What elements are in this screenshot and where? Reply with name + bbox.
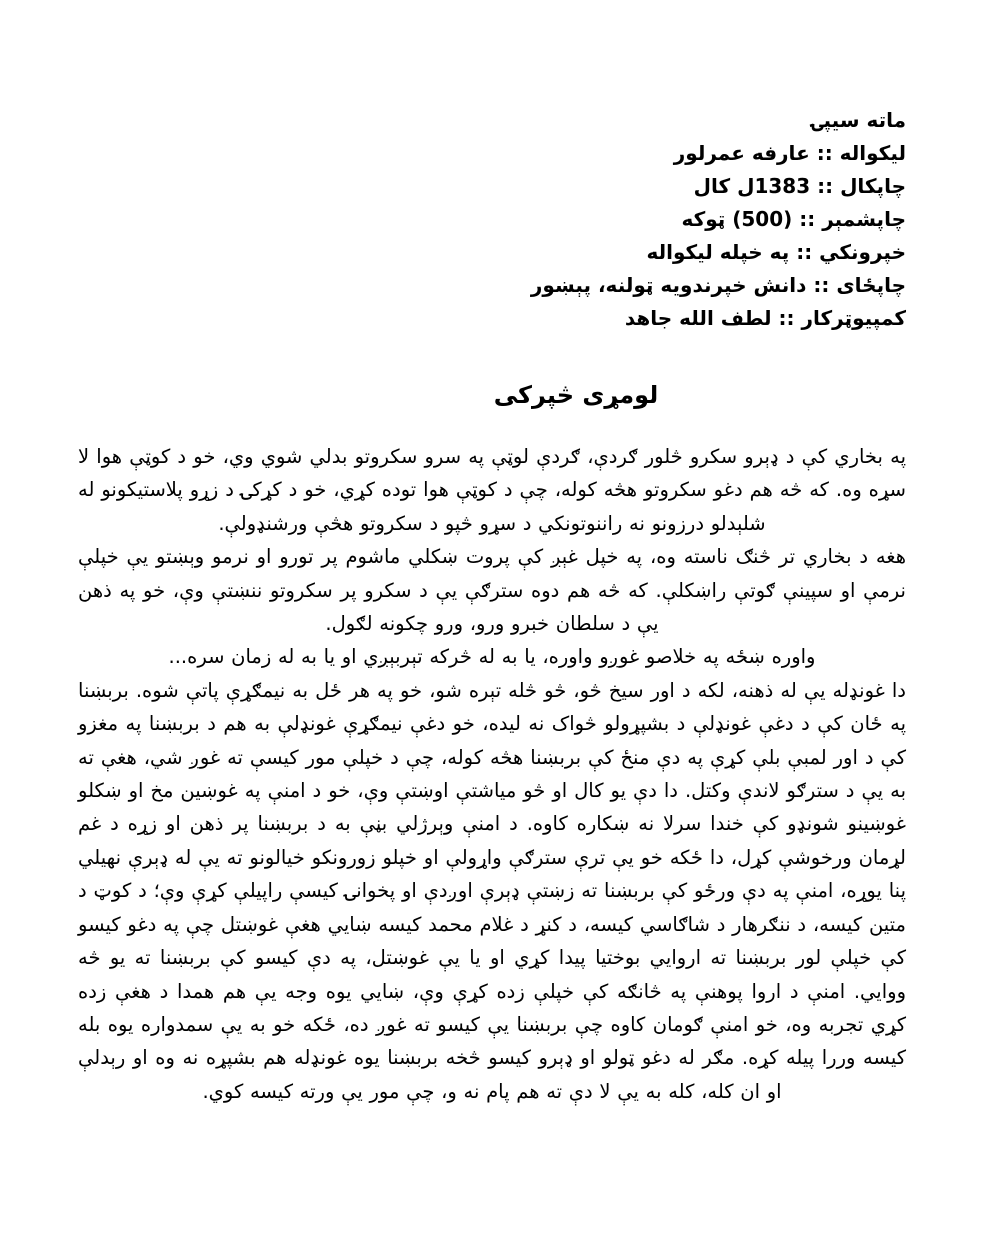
colophon-author: ليکواله :: عارفه عمرلور [673, 141, 906, 165]
paragraph: هغه د بخاري تر څنګ ناسته وه، په خپل غېږ کې پروت ښکلي ماشوم پر تورو او نرمو وېښتو يې خپلې نرمې او سپينې ګوتې راښکلې. که څه هم دوه سترګې يې د سکرو پر سکروتو ننښتې وې، خو په ذهن يې د سلطان خبرو ورو، ورو چکونه لګول. [78, 545, 906, 636]
colophon-block [306, 104, 906, 335]
colophon-typesetter: کمپيوټرکار :: لطف الله جاهد [624, 306, 906, 330]
colophon-print-place: چاپځای :: دانش خپرندويه ټولنه، پېښور [530, 273, 906, 297]
colophon-publisher: خپرونکي :: په خپله ليکواله [646, 240, 906, 264]
colophon-book-title: ماته سيپۍ [811, 108, 906, 132]
paragraph: واوره ښځه په خلاصو غوږو واوره، يا به له څرکه تېربېږي او يا به له زمان سره... [168, 645, 816, 669]
colophon-print-run: چاپشمېر :: (500) ټوکه [681, 207, 906, 231]
body-text [78, 440, 906, 1108]
chapter-heading: لومړی څپرکی [493, 381, 659, 409]
colophon-year: چاپکال :: 1383ل کال [693, 174, 906, 198]
paragraph: په بخاري کې د ډېرو سکرو څلور ګردې، ګردې لوټې په سرو سکروتو بدلي شوي وي، خو د کوټې هوا لا سړه وه. که څه هم دغو سکروتو هڅه کوله، چې د کوټې هوا توده کړي، خو د کړکۍ د زړو پلاستيکونو له شلېدلو درزونو نه راننوتونکي د سړو څپو د سکروتو هڅې ورشنډولې. [78, 445, 906, 535]
paragraph: دا غونډله يې له ذهنه، لکه د اور سيخ څو، څو څله تېره شو، خو په هر ځل به نيمګړې پاتې شوه. بربښنا په ځان کې د دغې غونډلې د بشپړولو څواک نه ليده، خو دغې نيمګړې غونډلې به هم د بربښنا په مغزو کې د اور لمبې بلې کړې په دې منځ کې بربښنا هڅه کوله، چې د خپلې مور کيسې ته غوږ شي، هغې ته به يې د سترګو لاندې وکتل. دا دې يو کال او څو مياشتې اوښتې وې، خو د امنې په غوښين مخ او ښکلو غوښينو شونډو کې خندا سرلا نه ښکاره کاوه. د امنې وېرژلي بڼې به د بربښنا پر ذهن او زړه د غم لړمان ورخوشې کړل، دا ځکه خو يې ترې سترګې واړولې او خپلو زورونکو خيالونو ته يې له ډېرې نهيلي پنا يوړه، امنې په دې ورځو کې بربښنا ته زښتې ډېرې اوږدې او پخوانۍ کيسې راپيلې کړې وې؛ د کوټ د متين کيسه، د ننګرهار د شاګاسي کيسه، د کنړ د غلام محمد کيسه ښايي هغې غوښتل چې په دغو کيسو کې خپلې لور بربښنا ته اروايي بوختيا پيدا کړي او يا يې غوښتل، په دې کيسو کې بربښنا ته يو څه ووايي. امنې د اروا پوهنې په څانګه کې خپلې زده کړې وې، ښايي يوه وجه يې هم همدا د هغې زده کړي تجربه وه، خو امنې ګومان کاوه چې بربښنا يې کيسو ته غوږ ده، ځکه خو به يې سمدواره يوه بله کيسه وررا پيله کړه. مګر له دغو ټولو او ډېرو کيسو څخه بربښنا يوه غونډله هم بشپړه نه وه او رېدلې او ان کله، کله به يې لا دې ته هم پام نه و، چې مور يې ورته کيسه کوي. [78, 678, 906, 1103]
